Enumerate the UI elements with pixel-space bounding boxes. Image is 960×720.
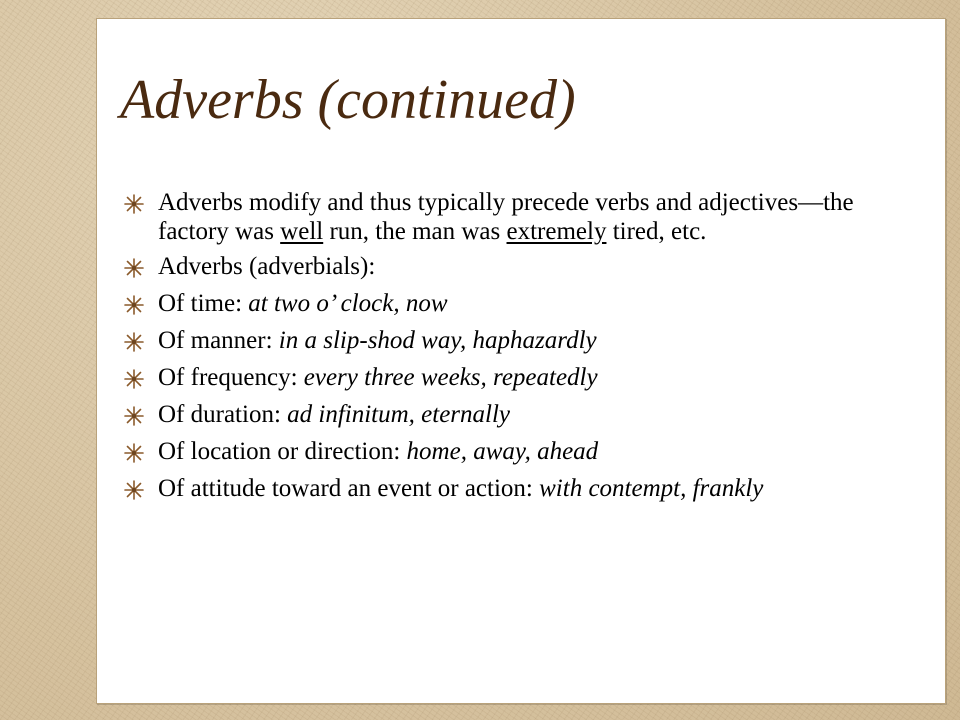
bullet-item — [124, 474, 884, 503]
bullet-item — [124, 363, 884, 392]
bullet-item — [124, 252, 884, 281]
bullet-label: Of manner: — [158, 327, 279, 354]
burst-icon — [124, 406, 144, 426]
underlined-word: extremely — [506, 218, 607, 245]
bullet-text: tired, etc. — [606, 218, 707, 245]
bullet-label: Of frequency: — [158, 364, 304, 391]
bullet-label: Of attitude toward an event or action: — [158, 475, 540, 502]
bullet-text: Adverbs (adverbials): — [158, 253, 376, 280]
bullet-item — [124, 437, 884, 466]
bullet-example: home, away, ahead — [406, 438, 599, 465]
burst-icon — [124, 332, 144, 352]
bullet-text: run, the man was — [323, 218, 507, 245]
burst-icon — [124, 480, 144, 500]
burst-icon — [124, 295, 144, 315]
bullet-label: Of duration: — [158, 401, 288, 428]
slide-title: Adverbs (continued) — [120, 69, 576, 131]
bullet-text: Adverbs modify and thus typically precede verbs and adjectives—the factory was — [158, 189, 854, 245]
burst-icon — [124, 258, 144, 278]
burst-icon — [124, 194, 144, 214]
burst-icon — [124, 369, 144, 389]
bullet-item — [124, 400, 884, 429]
bullet-label: Of location or direction: — [158, 438, 407, 465]
bullet-item — [124, 188, 884, 246]
burst-icon — [124, 443, 144, 463]
bullet-item — [124, 326, 884, 355]
bullet-example: with contempt, frankly — [539, 475, 764, 502]
bullet-list — [124, 188, 884, 503]
bullet-example: ad infinitum, eternally — [287, 401, 511, 428]
bullet-item — [124, 289, 884, 318]
bullet-example: every three weeks, repeatedly — [303, 364, 598, 391]
underlined-word: well — [280, 218, 324, 245]
bullet-label: Of time: — [158, 290, 249, 317]
bullet-example: at two o’ clock, now — [248, 290, 448, 317]
bullet-example: in a slip-shod way, haphazardly — [278, 327, 597, 354]
